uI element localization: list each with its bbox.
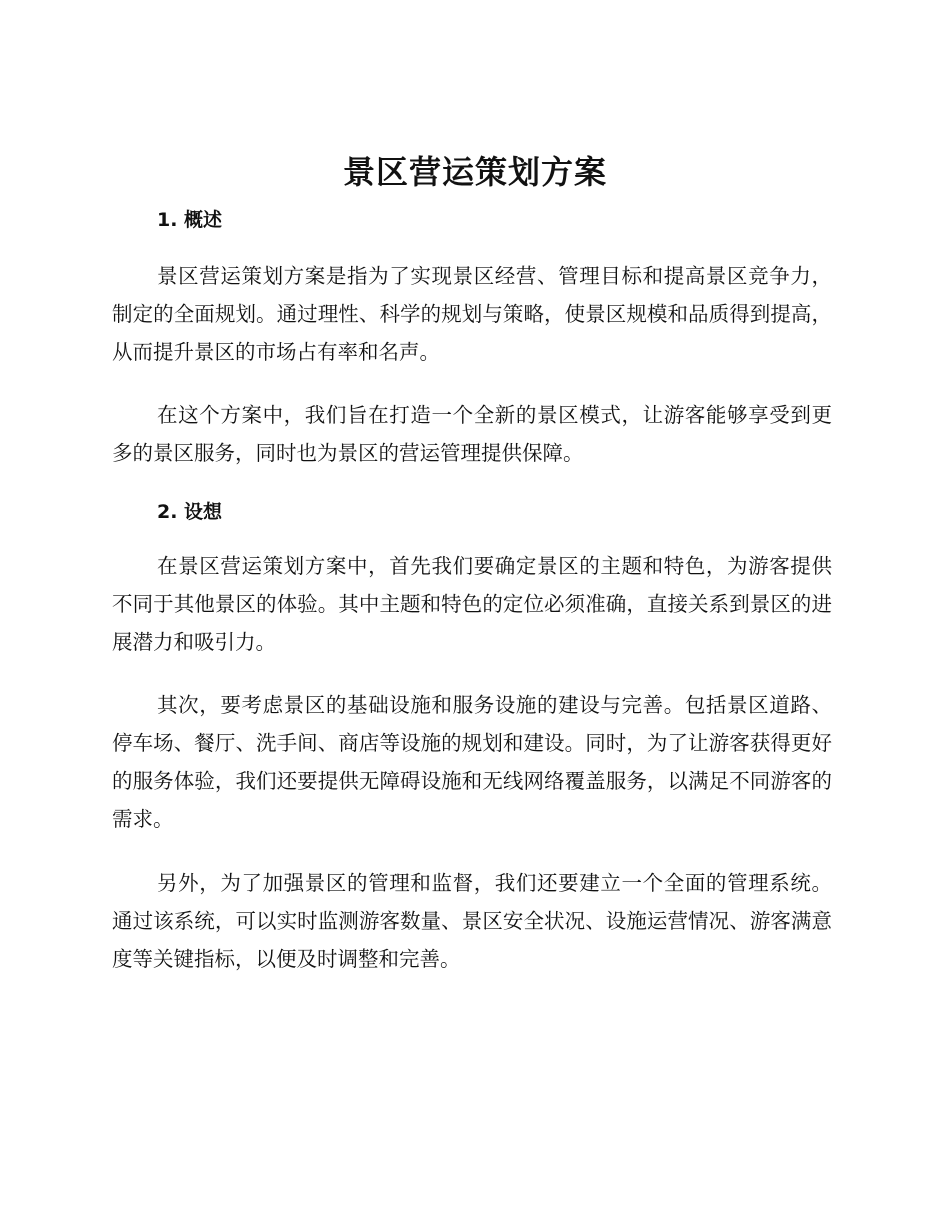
section-heading-overview: 1. 概述 — [157, 209, 223, 231]
concept-paragraph-2: 其次，要考虑景区的基础设施和服务设施的建设与完善。包括景区道路、停车场、餐厅、洗手间、商店等设施的规划和建设。同时，为了让游客获得更好的服务体验，我们还要提供无障碍设施和无线网络覆盖服务，以满足不同游客的需求。 — [112, 693, 832, 831]
document-title: 景区营运策划方案 — [342, 153, 607, 191]
concept-paragraph-1: 在景区营运策划方案中，首先我们要确定景区的主题和特色，为游客提供不同于其他景区的体验。其中主题和特色的定位必须准确，直接关系到景区的进展潜力和吸引力。 — [112, 554, 832, 654]
section-heading-concept: 2. 设想 — [157, 501, 223, 523]
concept-paragraph-3: 另外，为了加强景区的管理和监督，我们还要建立一个全面的管理系统。通过该系统，可以实时监测游客数量、景区安全状况、设施运营情况、游客满意度等关键指标，以便及时调整和完善。 — [112, 871, 832, 971]
overview-paragraph-1: 景区营运策划方案是指为了实现景区经营、管理目标和提高景区竞争力，制定的全面规划。通过理性、科学的规划与策略，使景区规模和品质得到提高，从而提升景区的市场占有率和名声。 — [112, 264, 832, 364]
overview-paragraph-2: 在这个方案中，我们旨在打造一个全新的景区模式，让游客能够享受到更多的景区服务，同时也为景区的营运管理提供保障。 — [112, 403, 832, 465]
